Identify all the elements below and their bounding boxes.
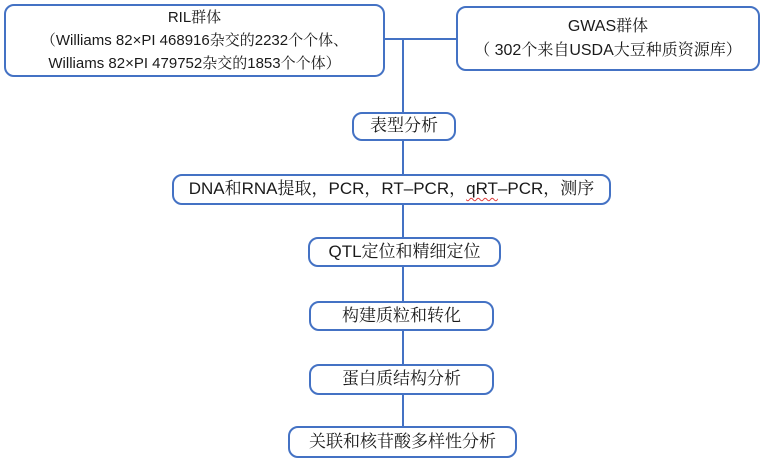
- connector-horizontal-top: [385, 38, 457, 40]
- connector-vertical-1: [402, 38, 404, 112]
- ril-line3: Williams 82×PI 479752杂交的1853个个体）: [48, 55, 341, 72]
- dna-label-after: –PCR，测序: [497, 179, 595, 199]
- ril-title: RIL群体: [167, 9, 222, 26]
- connector-vertical-2: [402, 141, 404, 174]
- ril-line2: （Williams 82×PI 468916杂交的2232个个体、: [40, 32, 349, 49]
- dna-label: [189, 178, 595, 201]
- node-gwas-population: [456, 6, 760, 71]
- phenotype-label: 表型分析: [370, 116, 438, 136]
- protein-label: 蛋白质结构分析: [342, 369, 461, 389]
- node-protein-structure-analysis: [309, 364, 494, 395]
- plasmid-label: 构建质粒和转化: [342, 305, 461, 325]
- node-plasmid-construction: [309, 301, 494, 331]
- qtl-label: QTL定位和精细定位: [328, 241, 481, 261]
- node-qtl-mapping: [308, 237, 501, 267]
- node-dna-rna-extraction: [172, 174, 611, 205]
- node-ril-population: [4, 4, 385, 77]
- connector-vertical-3: [402, 205, 404, 237]
- dna-label-before: DNA和RNA提取，PCR，RT–PCR，: [188, 179, 467, 199]
- association-label: 关联和核苷酸多样性分析: [309, 431, 496, 451]
- dna-label-misspelled-qrt: qRT: [466, 179, 498, 199]
- gwas-line2: （ 302个来自USDA大豆种质资源库）: [474, 41, 742, 59]
- node-association-diversity-analysis: [288, 426, 517, 458]
- node-phenotype-analysis: [352, 112, 456, 141]
- gwas-title: GWAS群体: [567, 17, 649, 35]
- connector-vertical-6: [402, 395, 404, 426]
- connector-vertical-5: [402, 331, 404, 364]
- connector-vertical-4: [402, 267, 404, 301]
